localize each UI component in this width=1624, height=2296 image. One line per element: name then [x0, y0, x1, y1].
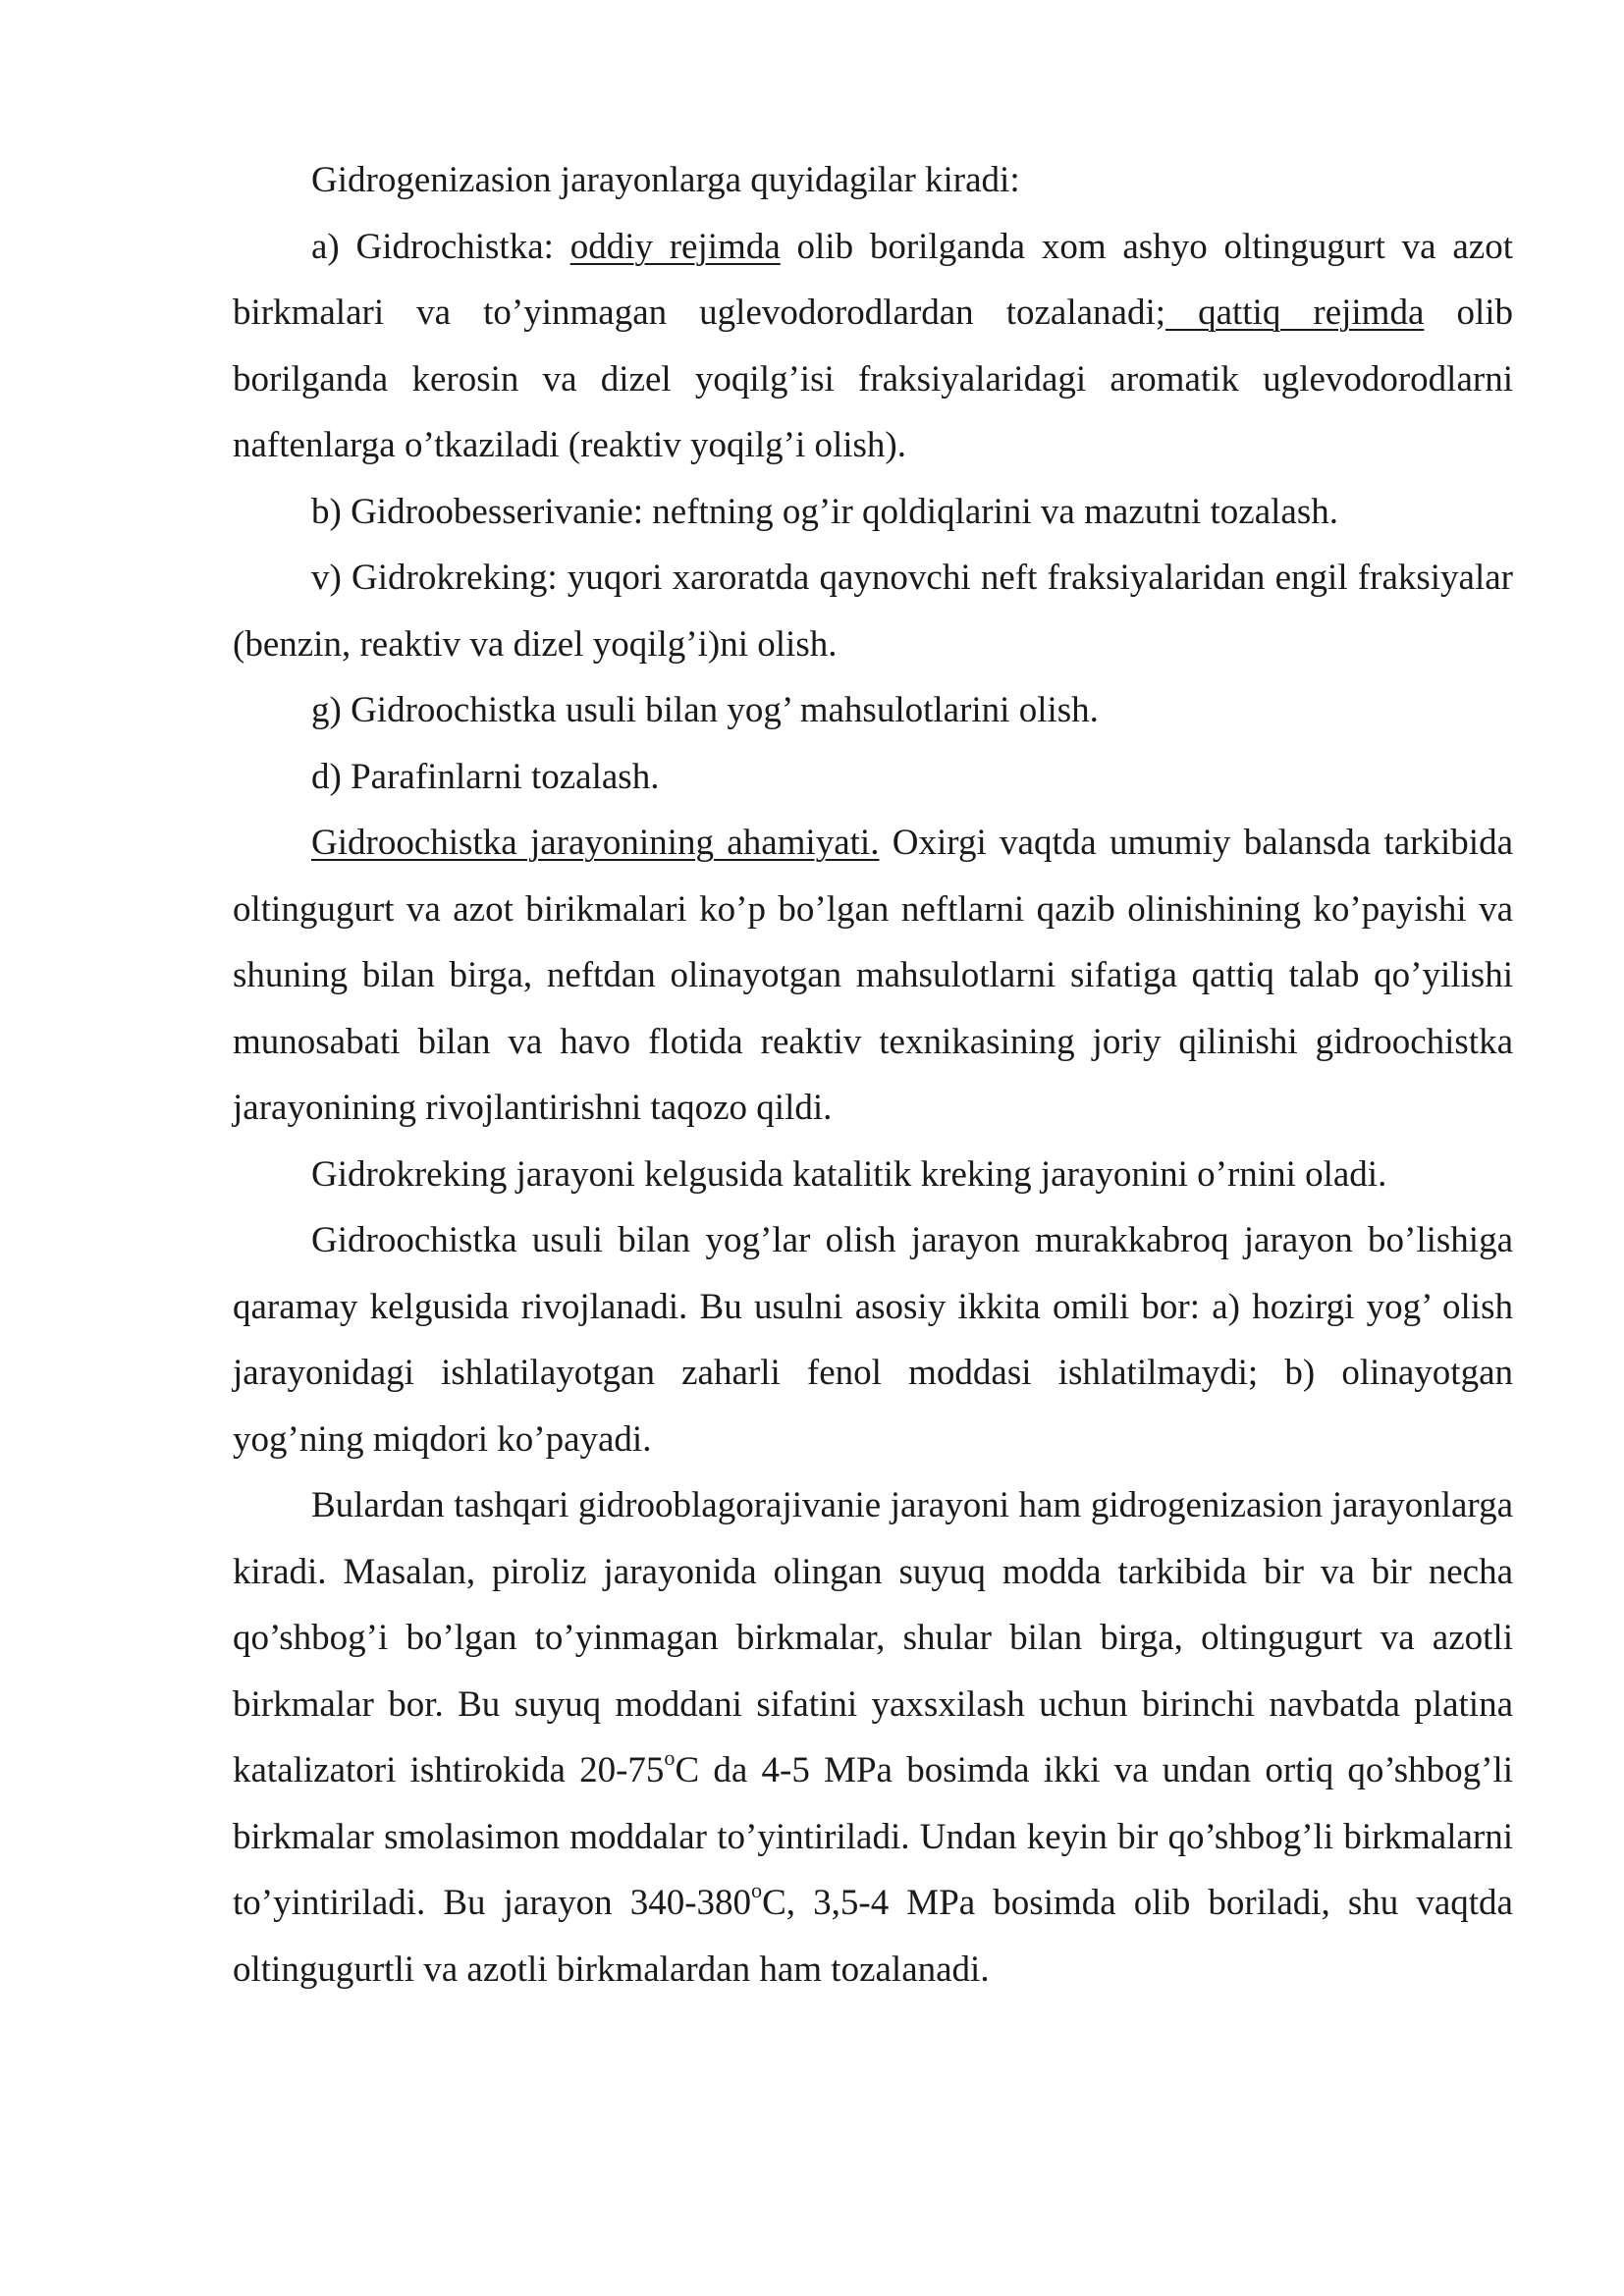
underlined-heading-ahamiyati: Gidroochistka jarayonining ahamiyati. [311, 823, 880, 863]
underlined-term-oddiy-rejimda: oddiy rejimda [569, 226, 781, 267]
gidrochistka-text-1: olib borilganda xom ashyo oltingugurt va azot birkmalari va to’yinmagan uglevodorodlardan tozalanadi; [233, 226, 1513, 333]
gidrooblagorajivanie-text-1: Bulardan tashqari gidrooblagorajivanie jarayoni ham gidrogenizasion jarayonlarga kiradi. Masalan, piroliz jarayonida olingan suyuq modda tarkibida bir va bir necha qo’shbog’i bo’lgan to’yinmagan birkmalar, shular bilan birga, oltingugurt va azotli birkmalar bor. Bu suyuq moddani sifatini yaxsxilash uchun birinchi navbatda platina katalizatori ishtirokida 20-75 [233, 1485, 1513, 1790]
paragraph-gidroochistka-yog [233, 677, 1513, 744]
degree-superscript-2: o [751, 1878, 763, 1903]
paragraph-gidrooblagorajivanie [233, 1472, 1513, 2002]
gidrooblagorajivanie-text-2: C da 4-5 MPa bosimda ikki va undan ortiq qo’shbog’li birkmalar smolasimon moddalar to’yintiriladi. Undan keyin bir qo’shbog’li birkmalarni to’yintiriladi. Bu jarayon 340-380 [233, 1750, 1513, 1923]
intro-text: Gidrogenizasion jarayonlarga quyidagilar kiradi: [311, 160, 1020, 200]
yoglar-text: Gidroochistka usuli bilan yog’lar olish jarayon murakkabroq jarayon bo’lishiga qaramay kelgusida rivojlanadi. Bu usulni asosiy ikkita omili bor: a) hozirgi yog’ olish jarayonidagi ishlatilayotgan zaharli fenol moddasi ishlatilmaydi; b) olinayotgan yog’ning miqdori ko’payadi. [233, 1220, 1513, 1460]
gidroobesserivanie-text: b) Gidroobesserivanie: neftning og’ir qoldiqlarini va mazutni tozalash. [311, 491, 1338, 532]
document-page [233, 147, 1513, 2002]
gidrochistka-lead: a) Gidrochistka: [311, 226, 570, 267]
ahamiyati-text: Oxirgi vaqtda umumiy balansda tarkibida oltingugurt va azot birikmalari ko’p bo’lgan neftlarni qazib olinishining ko’payishi va shuning bilan birga, neftdan olinayotgan mahsulotlarni sifatiga qattiq talab qo’yilishi munosabati bilan va havo flotida reaktiv texnikasining joriy qilinishi gidroochistka jarayonining rivojlantirishni taqozo qildi. [233, 823, 1513, 1128]
paragraph-gidroobesserivanie [233, 479, 1513, 546]
paragraph-intro [233, 147, 1513, 214]
degree-superscript-1: o [664, 1745, 676, 1771]
paragraph-gidrochistka [233, 214, 1513, 479]
gidroochistka-yog-text: g) Gidroochistka usuli bilan yog’ mahsulotlarini olish. [311, 690, 1099, 730]
paragraph-parafinlar [233, 744, 1513, 811]
gidrooblagorajivanie-text-3: C, 3,5-4 MPa bosimda olib boriladi, shu vaqtda oltingugurtli va azotli birkmalardan ham tozalanadi. [233, 1883, 1513, 1990]
paragraph-yoglar [233, 1207, 1513, 1472]
gidrochistka-text-2: olib borilganda kerosin va dizel yoqilg’isi fraksiyalaridagi aromatik uglevodorodlarni naftenlarga o’tkaziladi (reaktiv yoqilg’i olish). [233, 293, 1513, 465]
paragraph-ahamiyati [233, 810, 1513, 1142]
gidrokreking-text: v) Gidrokreking: yuqori xaroratda qaynovchi neft fraksiyalaridan engil fraksiyalar (benzin, reaktiv va dizel yoqilg’i)ni olish. [233, 558, 1513, 665]
paragraph-kelgusi [233, 1142, 1513, 1208]
parafinlar-text: d) Parafinlarni tozalash. [311, 756, 660, 797]
paragraph-gidrokreking [233, 545, 1513, 677]
kelgusi-text: Gidrokreking jarayoni kelgusida katalitik kreking jarayonini o’rnini oladi. [311, 1153, 1387, 1195]
underlined-term-qattiq-rejimda: qattiq rejimda [1165, 293, 1425, 333]
